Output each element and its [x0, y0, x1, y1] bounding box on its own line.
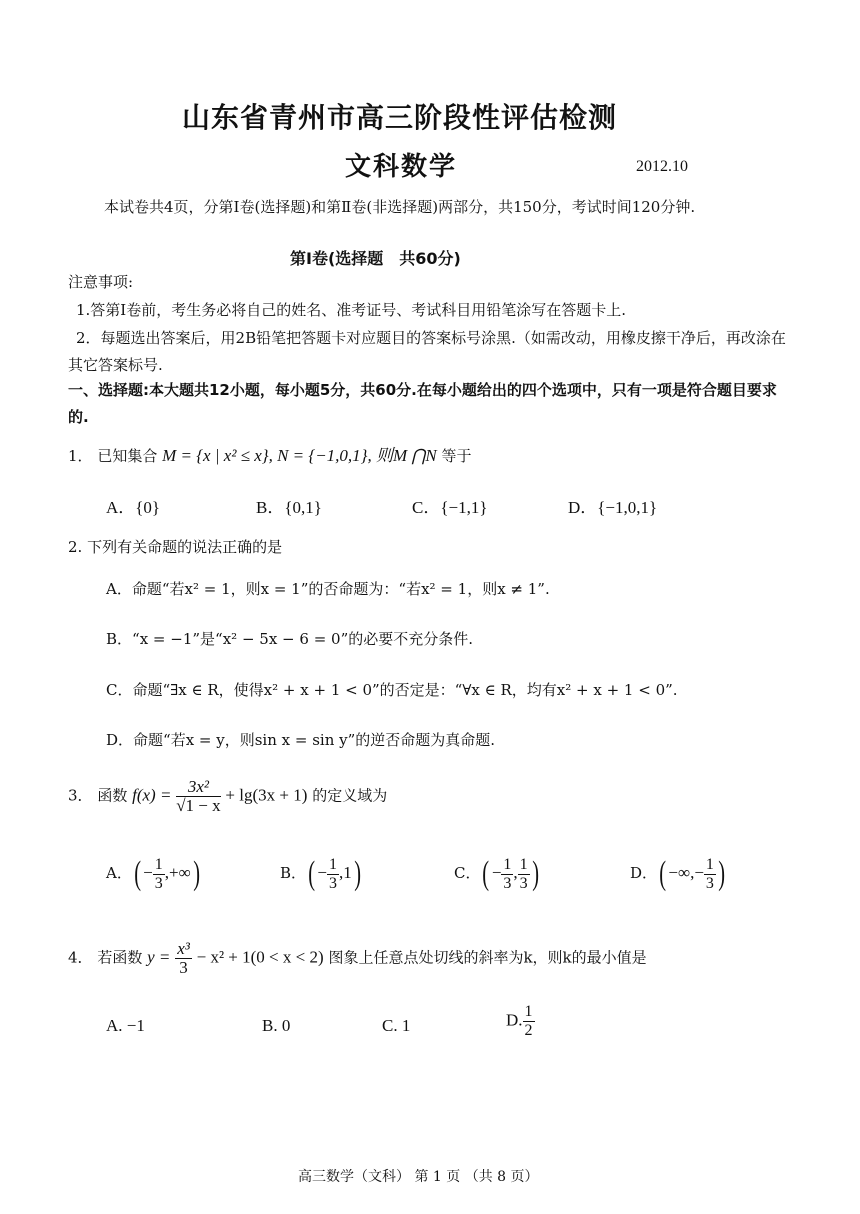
option-tail: ,+∞ — [164, 863, 191, 882]
option-comma: , — [513, 863, 518, 882]
question-3-option-b: B．( − $\frac{1}{3}$ ,1) — [280, 855, 361, 892]
question-math-rest: + lg(3x + 1) — [225, 785, 308, 805]
fraction-denominator: √1 − x — [176, 796, 221, 815]
fraction-numerator: 1 — [705, 855, 714, 873]
option-label: C． — [454, 864, 481, 882]
fraction-numerator: 1 — [524, 1003, 533, 1020]
option-head: −∞,− — [668, 863, 704, 882]
question-4-option-c: C. 1 — [382, 1016, 411, 1035]
question-3-option-a: A．( − $\frac{1}{3}$ ,+∞) — [106, 855, 200, 892]
question-number: 2. — [68, 538, 83, 556]
question-1-stem — [68, 441, 471, 466]
note-item-1: 1.答第Ⅰ卷前，考生务必将自己的姓名、准考证号、考试科目用铅笔涂写在答题卡上. — [76, 301, 627, 319]
notes-heading: 注意事项: — [68, 273, 134, 291]
question-2-stem — [68, 536, 282, 557]
question-2-option-a: A．命题“若x² = 1，则x = 1”的否命题为：“若x² = 1，则x ≠ 1”. — [106, 580, 550, 598]
question-number: 3． — [68, 786, 93, 805]
question-fraction — [175, 940, 192, 977]
option-sign: − — [143, 863, 153, 882]
fraction-denominator: 3 — [154, 874, 163, 892]
option-sign: − — [491, 863, 502, 882]
fraction-numerator: 1 — [328, 855, 337, 873]
question-text: 的定义域为 — [312, 786, 388, 805]
question-number: 4． — [68, 948, 93, 967]
section-heading: 一、选择题:本大题共12小题，每小题5分，共60分.在每小题给出的四个选项中，只有一项是符合题目要求的. — [68, 381, 777, 426]
question-1-option-d: D．{−1,0,1} — [568, 498, 658, 517]
question-1-option-c: C．{−1,1} — [412, 498, 488, 517]
part1-heading: 第Ⅰ卷(选择题 共60分) — [290, 249, 461, 268]
option-label: B． — [280, 864, 307, 882]
question-2-option-b: B．“x = −1”是“x² − 5x − 6 = 0”的必要不充分条件. — [106, 630, 474, 648]
question-3-option-c: C．( − $\frac{1}{3}$ , $\frac{1}{3}$ ) — [454, 855, 539, 892]
fraction-denominator: 3 — [328, 874, 337, 892]
question-fraction — [176, 778, 220, 815]
fraction-denominator: 3 — [519, 874, 528, 892]
question-text: 等于 — [441, 447, 472, 465]
question-text: 若函数 — [97, 948, 143, 967]
fraction-numerator: x³ — [177, 939, 190, 958]
fraction-denominator: 3 — [179, 958, 188, 977]
option-label: D． — [630, 864, 658, 882]
question-text: 已知集合 — [97, 447, 158, 465]
question-number: 1． — [68, 447, 93, 465]
question-4-option-d — [506, 1003, 535, 1040]
fraction-numerator: 1 — [519, 855, 528, 873]
question-math-rest: − x² + 1(0 < x < 2) — [196, 947, 324, 967]
exam-intro: 本试卷共4页，分第Ⅰ卷(选择题)和第Ⅱ卷(非选择题)两部分，共150分，考试时间120分钟. — [104, 198, 696, 216]
option-label: D. — [506, 1010, 523, 1030]
exam-date: 2012.10 — [636, 158, 688, 175]
question-4-option-a: A. −1 — [106, 1016, 145, 1035]
question-3-stem — [68, 778, 387, 815]
page-footer: 高三数学（文科） 第 1 页 （共 8 页） — [298, 1169, 539, 1185]
question-text: 下列有关命题的说法正确的是 — [87, 538, 283, 556]
question-math-lhs: f(x) = — [132, 785, 172, 805]
fraction-denominator: 3 — [503, 874, 512, 892]
question-text: 函数 — [97, 786, 128, 805]
fraction-denominator: 2 — [524, 1022, 533, 1039]
exam-subtitle: 文科数学 — [345, 152, 458, 182]
question-3-option-d: D．( −∞,− $\frac{1}{3}$ ) — [630, 855, 725, 892]
exam-title: 山东省青州市高三阶段性评估检测 — [182, 101, 618, 134]
fraction-numerator: 1 — [154, 855, 163, 873]
fraction-numerator: 3x² — [176, 778, 220, 797]
question-math-lhs: y = — [147, 947, 171, 967]
note-item-2: 2．每题选出答案后，用2B铅笔把答题卡对应题目的答案标号涂黑.（如需改动，用橡皮擦干净后，再改涂在其它答案标号. — [68, 329, 786, 374]
option-tail: ,1 — [338, 863, 352, 882]
question-1-option-a: A．{0} — [106, 498, 161, 517]
question-2-option-d: D．命题“若x = y，则sin x = sin y”的逆否命题为真命题. — [106, 731, 496, 749]
question-text: 图象上任意点处切线的斜率为k，则k的最小值是 — [328, 948, 647, 967]
question-1-option-b: B．{0,1} — [256, 498, 322, 517]
option-label: A． — [106, 864, 132, 882]
question-4-option-b: B. 0 — [262, 1016, 291, 1035]
question-math: M = {x | x² ≤ x}, N = {−1,0,1}, 则M ⋂N — [162, 446, 437, 465]
option-sign: − — [317, 863, 327, 882]
question-4-stem — [68, 940, 647, 977]
fraction-numerator: 1 — [503, 855, 512, 873]
question-2-option-c: C．命题“∃x ∈ R，使得x² + x + 1 < 0”的否定是：“∀x ∈ R，均有x² + x + 1 < 0”. — [106, 681, 678, 699]
fraction-denominator: 3 — [705, 874, 714, 892]
